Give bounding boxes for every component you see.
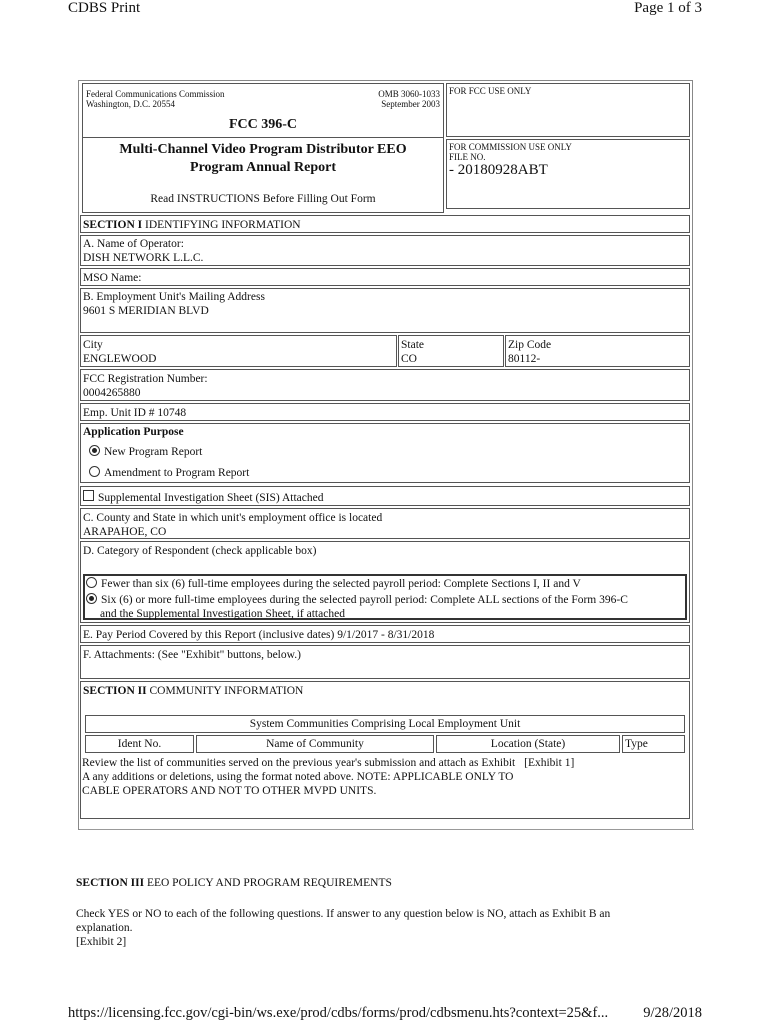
section2-heading [83,684,689,698]
page-number: Page 1 of 3 [634,0,702,16]
section3-heading-label: SECTION III [76,877,145,889]
section3-intro-line1: Check YES or NO to each of the following questions. If answer to any question below is NO, attach as Exhibit B an [76,908,611,920]
review-line2: A any additions or deletions, using the format noted above. NOTE: APPLICABLE ONLY TO [82,771,514,783]
col-type: Type [622,735,685,753]
col-community-name: Name of Community [196,735,434,753]
category-option-six-label: Six (6) or more full-time employees during the selected payroll period: Complete ALL sections of the Form 396-C [101,594,628,606]
emp-unit-field [80,403,690,421]
instructions-note: Read INSTRUCTIONS Before Filling Out Form [150,193,376,205]
app-option-new[interactable] [89,445,689,459]
zip-field [505,335,690,367]
review-line3: CABLE OPERATORS AND NOT TO OTHER MVPD UNITS. [82,785,377,797]
omb-date: September 2003 [381,99,440,109]
review-line1: Review the list of communities served on the previous year's submission and attach as Exhibit [82,757,516,769]
application-purpose-label: Application Purpose [83,426,184,438]
operator-name-value: DISH NETWORK L.L.C. [83,252,204,264]
section1-heading [80,215,690,233]
operator-name-field [80,235,690,266]
community-review-note [82,756,688,798]
fcc-use-box [446,83,690,137]
county-label: C. County and State in which unit's employment office is located [83,512,383,524]
respondent-category-label: D. Category of Respondent (check applicable box) [83,545,317,557]
header-divider [82,137,444,138]
application-purpose-field [80,423,690,483]
app-option-amendment-label: Amendment to Program Report [104,467,250,479]
mso-name-field [80,268,690,286]
frn-label: FCC Registration Number: [83,373,208,385]
zip-value: 80112- [508,353,541,365]
county-value: ARAPAHOE, CO [83,526,167,538]
city-label: City [83,339,103,351]
commission-use-box [446,139,690,209]
radio-new-program-report[interactable] [89,445,100,456]
city-field [80,335,397,367]
section1-heading-label: SECTION I [83,219,143,231]
radio-amendment-report[interactable] [89,466,100,477]
frn-value: 0004265880 [83,387,141,399]
section2-heading-title: COMMUNITY INFORMATION [146,685,304,697]
footer-date: 9/28/2018 [643,1005,702,1021]
form-number: FCC 396-C [228,117,298,132]
section3-intro-line2: explanation. [76,922,133,934]
exhibit1-button[interactable]: [Exhibit 1] [524,757,575,769]
section2-heading-label: SECTION II [83,685,147,697]
sis-label: Supplemental Investigation Sheet (SIS) Attached [98,492,324,504]
frn-field [80,369,690,401]
fcc-use-label: FOR FCC USE ONLY [449,86,532,96]
print-header-title: CDBS Print [68,0,141,16]
state-label: State [401,339,424,351]
mailing-address-field [80,288,690,333]
pay-period-field [80,625,690,643]
communities-table-caption: System Communities Comprising Local Employment Unit [85,715,685,733]
sis-checkbox[interactable] [83,490,94,501]
pay-period-text: E. Pay Period Covered by this Report (inclusive dates) 9/1/2017 - 8/31/2018 [83,629,435,641]
section-separator [80,829,694,830]
category-option-fewer-label: Fewer than six (6) full-time employees during the selected payroll period: Complete Sections I, II and V [101,578,581,590]
col-ident-no: Ident No. [85,735,194,753]
footer-url: https://licensing.fcc.gov/cgi-bin/ws.exe/prod/cdbs/forms/prod/cdbsmenu.hts?context=25&f... [68,1005,609,1021]
attachments-field [80,645,690,679]
form-title-line2: Program Annual Report [190,160,336,175]
commission-use-label: FOR COMMISSION USE ONLY [449,142,572,152]
category-option-fewer[interactable] [86,577,685,591]
category-option-six-cont: and the Supplemental Investigation Sheet, if attached [100,608,345,620]
zip-label: Zip Code [508,339,552,351]
radio-six-or-more[interactable] [86,593,97,604]
omb-number: OMB 3060-1033 [378,89,440,99]
app-option-amendment[interactable] [89,466,689,480]
file-no-label: FILE NO. [449,152,486,162]
col-location-state: Location (State) [436,735,620,753]
state-value: CO [401,353,417,365]
file-no-value: - 20180928ABT [449,162,548,178]
radio-fewer-than-six[interactable] [86,577,97,588]
mso-name-label: MSO Name: [83,272,142,284]
section3-heading [76,876,392,890]
app-option-new-label: New Program Report [104,446,203,458]
operator-name-label: A. Name of Operator: [83,238,184,250]
mailing-address-value: 9601 S MERIDIAN BLVD [83,305,209,317]
mailing-address-label: B. Employment Unit's Mailing Address [83,291,265,303]
attachments-text: F. Attachments: (See "Exhibit" buttons, below.) [83,649,301,661]
agency-name: Federal Communications Commission [86,89,225,99]
county-field [80,508,690,539]
section3-intro [76,907,696,949]
state-field [398,335,504,367]
emp-unit-id: Emp. Unit ID # 10748 [83,407,187,419]
category-options-box [83,574,687,620]
section3-heading-title: EEO POLICY AND PROGRAM REQUIREMENTS [144,877,392,889]
form-title-line1: Multi-Channel Video Program Distributor EEO [119,142,407,157]
section1-heading-title: IDENTIFYING INFORMATION [142,219,301,231]
sis-field[interactable] [80,486,690,506]
agency-address: Washington, D.C. 20554 [86,99,176,109]
city-value: ENGLEWOOD [83,353,157,365]
exhibit2-button[interactable]: [Exhibit 2] [76,936,127,948]
category-option-six-or-more[interactable] [86,593,685,607]
